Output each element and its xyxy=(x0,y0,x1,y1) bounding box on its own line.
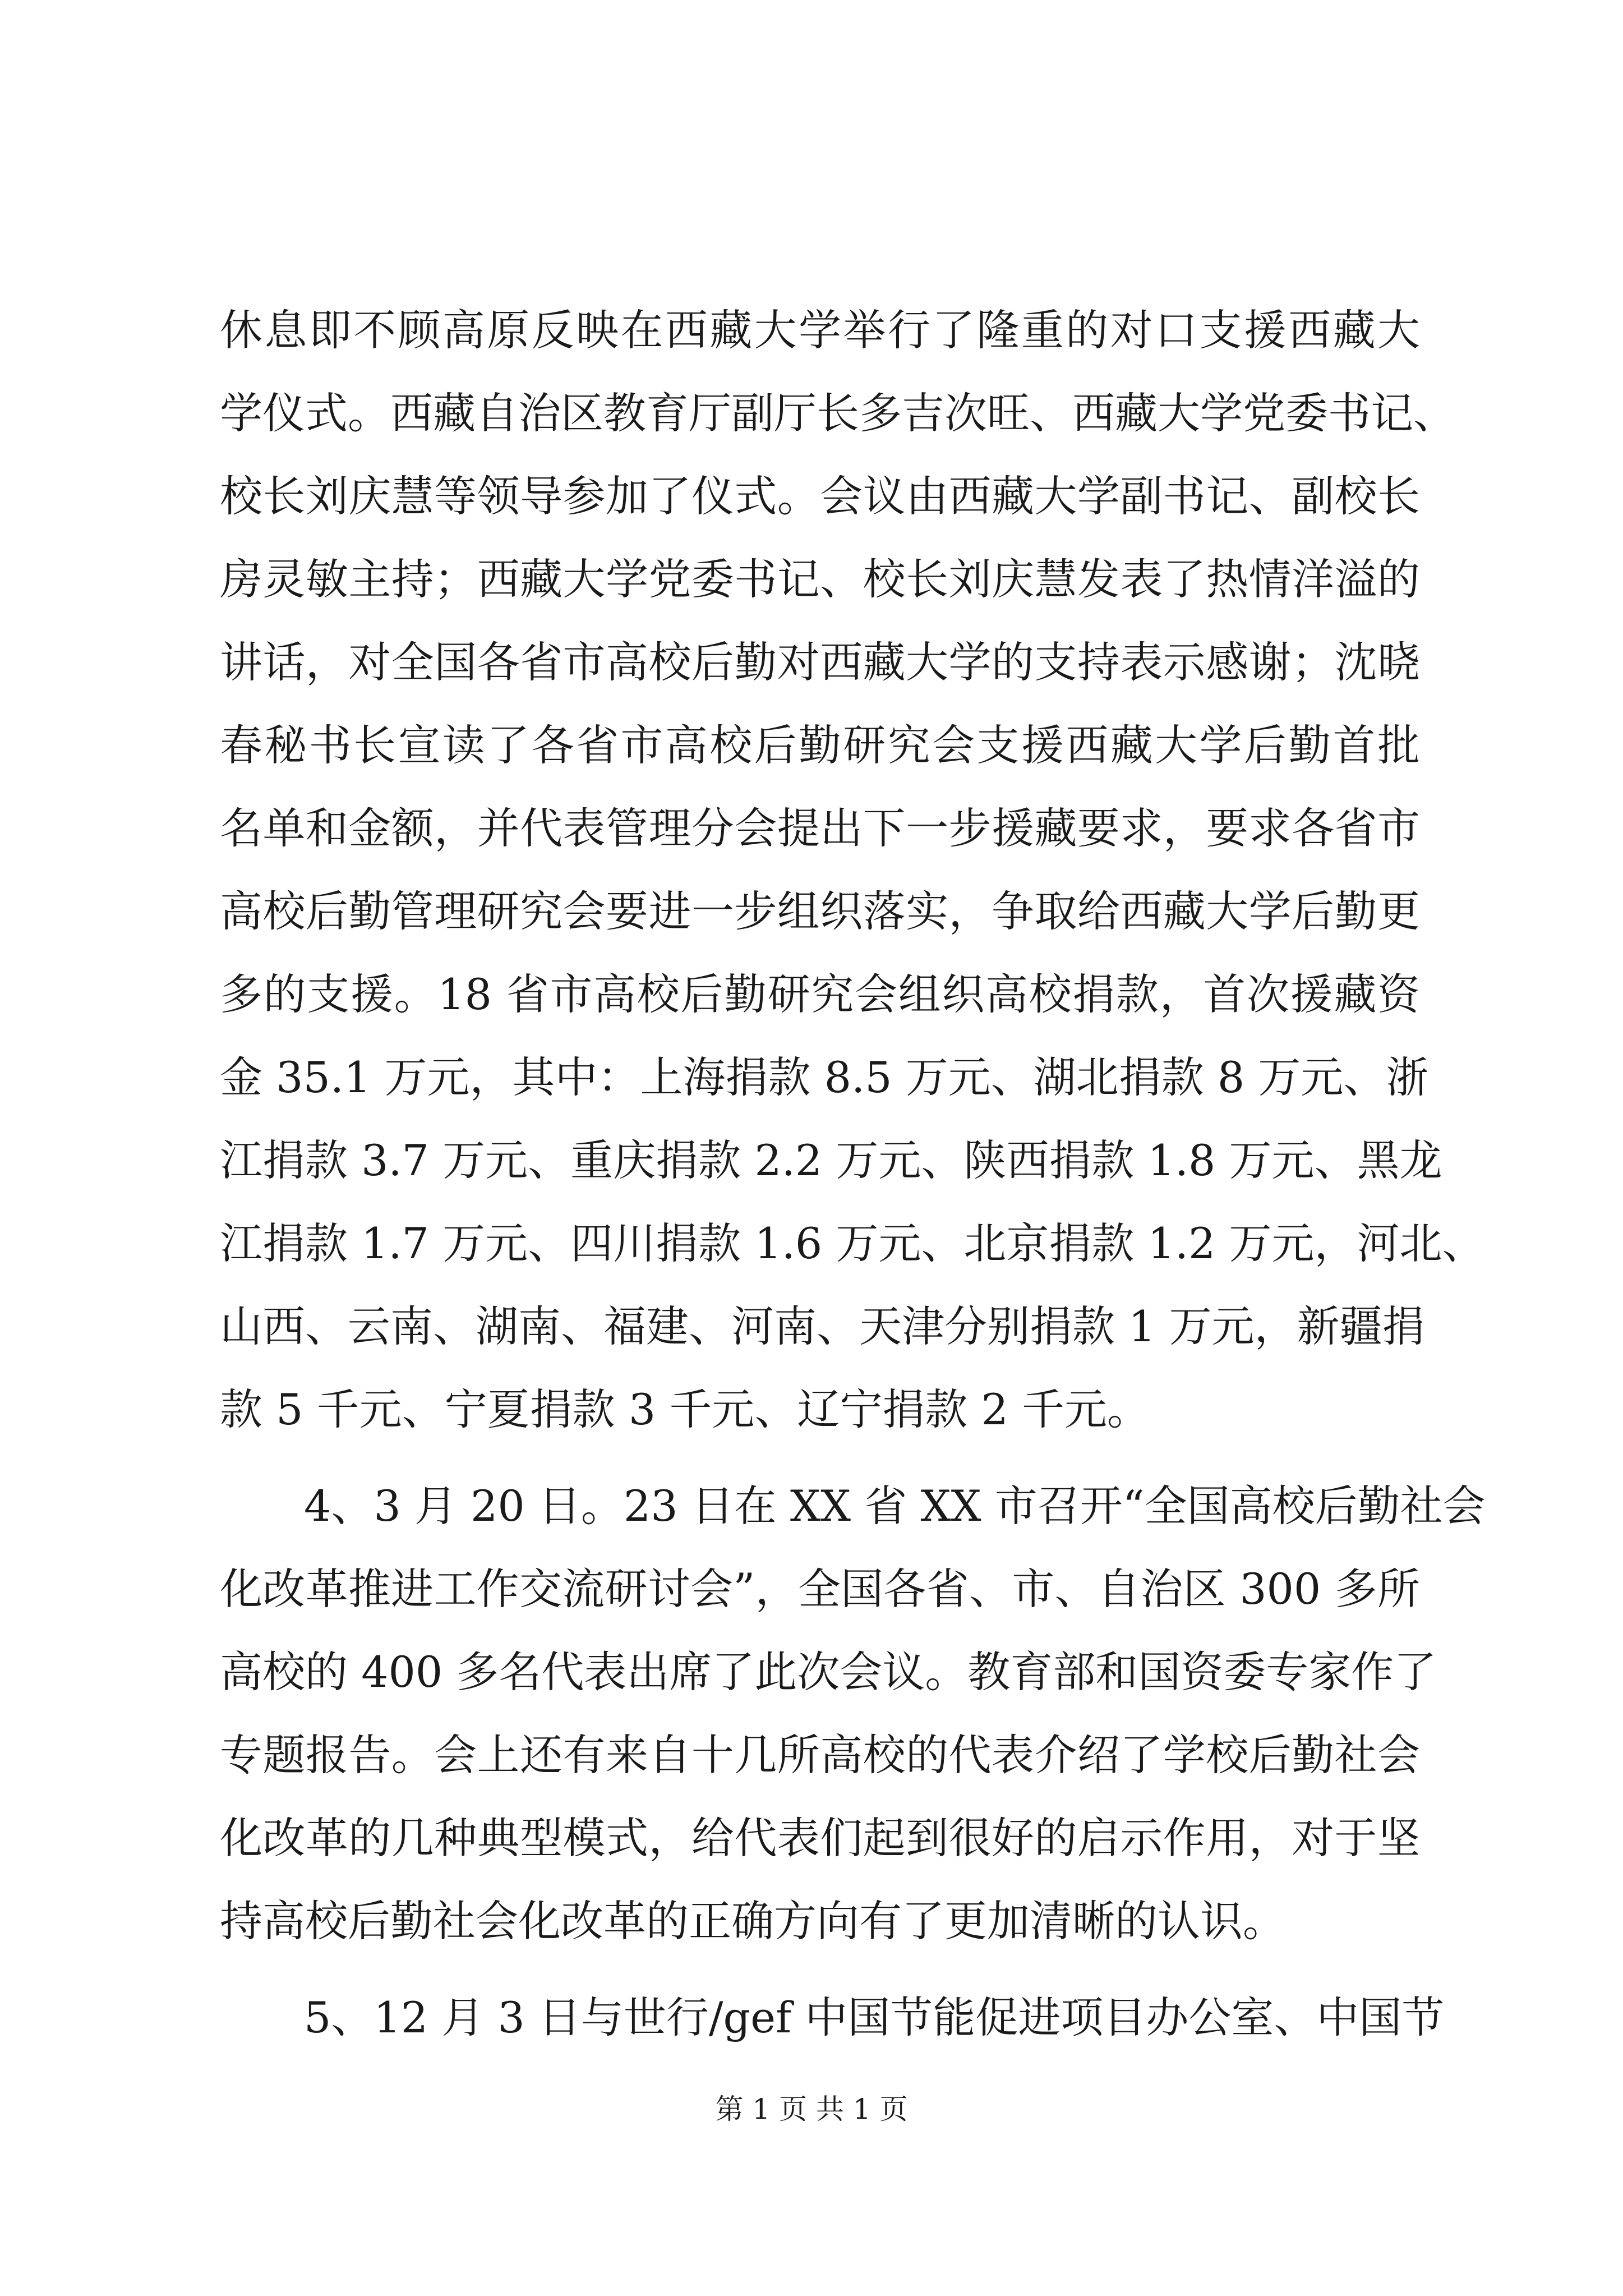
text-line: 春秘书长宣读了各省市高校后勤研究会支援西藏大学后勤首批 xyxy=(220,720,1420,770)
text-line: 讲话，对全国各省市高校后勤对西藏大学的支持表示感谢；沈晓 xyxy=(220,637,1420,687)
text-line: 多的支援。18 省市高校后勤研究会组织高校捐款，首次援藏资 xyxy=(220,969,1420,1019)
text-line: 4、3 月 20 日。23 日在 XX 省 XX 市召开“全国高校后勤社会 xyxy=(304,1481,1486,1531)
paragraph-3 xyxy=(220,1976,1445,2059)
paragraph-1 xyxy=(220,289,1485,1451)
text-line: 化改革推进工作交流研讨会”，全国各省、市、自治区 300 多所 xyxy=(220,1564,1420,1614)
text-line: 持高校后勤社会化改革的正确方向有了更加清晰的认识。 xyxy=(220,1896,1285,1946)
text-line: 房灵敏主持；西藏大学党委书记、校长刘庆慧发表了热情洋溢的 xyxy=(220,554,1420,604)
paragraph-2 xyxy=(220,1465,1486,1963)
text-line: 江捐款 1.7 万元、四川捐款 1.6 万元、北京捐款 1.2 万元，河北、 xyxy=(220,1218,1485,1268)
text-line: 高校后勤管理研究会要进一步组织落实，争取给西藏大学后勤更 xyxy=(220,886,1420,936)
text-line: 金 35.1 万元，其中：上海捐款 8.5 万元、湖北捐款 8 万元、浙 xyxy=(220,1052,1429,1102)
text-line: 款 5 千元、宁夏捐款 3 千元、辽宁捐款 2 千元。 xyxy=(220,1384,1150,1434)
text-line: 高校的 400 多名代表出席了此次会议。教育部和国资委专家作了 xyxy=(220,1647,1437,1697)
text-line: 名单和金额，并代表管理分会提出下一步援藏要求，要求各省市 xyxy=(220,803,1420,853)
text-line: 山西、云南、湖南、福建、河南、天津分别捐款 1 万元，新疆捐 xyxy=(220,1301,1425,1351)
paragraph-spacing xyxy=(220,1963,1420,1976)
page-footer: 第 1 页 共 1 页 xyxy=(715,2093,908,2125)
text-line: 学仪式。西藏自治区教育厅副厅长多吉次旺、西藏大学党委书记、 xyxy=(220,388,1456,438)
text-line: 专题报告。会上还有来自十几所高校的代表介绍了学校后勤社会 xyxy=(220,1730,1420,1780)
paragraph-spacing xyxy=(220,1451,1420,1465)
text-line: 校长刘庆慧等领导参加了仪式。会议由西藏大学副书记、副校长 xyxy=(220,471,1420,521)
text-line: 休息即不顾高原反映在西藏大学举行了隆重的对口支援西藏大 xyxy=(220,305,1420,355)
document-body xyxy=(220,289,1486,2059)
text-line: 5、12 月 3 日与世行/gef 中国节能促进项目办公室、中国节 xyxy=(304,1993,1445,2042)
text-line: 江捐款 3.7 万元、重庆捐款 2.2 万元、陕西捐款 1.8 万元、黑龙 xyxy=(220,1135,1442,1185)
text-line: 化改革的几种典型模式，给代表们起到很好的启示作用，对于坚 xyxy=(220,1813,1420,1863)
